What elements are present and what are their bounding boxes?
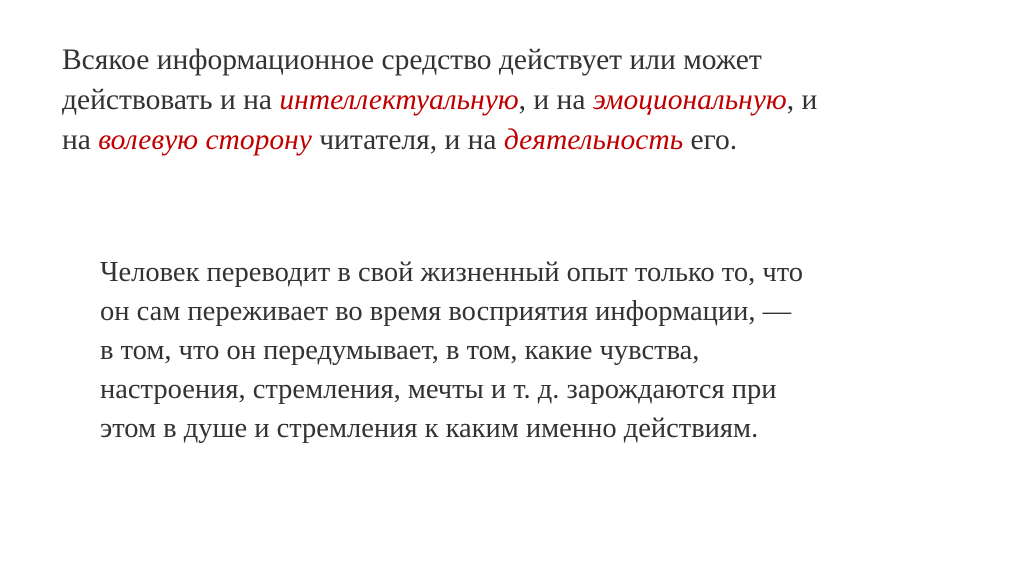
intro-line-2: [62, 80, 982, 120]
intro-line-2-text-a: действовать и на: [62, 84, 280, 116]
intro-line-3-text-a: на: [62, 124, 99, 156]
intro-line-2-text-b: , и на: [518, 84, 593, 116]
intro-line-1: Всякое информационное средство действует или может: [62, 44, 762, 76]
quote-line-1: Человек переводит в свой жизненный опыт только то, что: [100, 257, 804, 288]
quote-paragraph: [100, 253, 980, 448]
highlight-volitional: волевую сторону: [98, 124, 312, 156]
intro-line-3-text-c: его.: [683, 124, 738, 156]
intro-paragraph: [62, 40, 982, 160]
intro-line-2-text-c: , и: [786, 84, 818, 116]
highlight-intellectual: интеллектуальную: [279, 84, 519, 116]
quote-line-2: он сам переживает во время восприятия информации, —: [100, 296, 792, 327]
quote-line-5: этом в душе и стремления к каким именно действиям.: [100, 413, 759, 444]
highlight-emotional: эмоциональную: [592, 84, 787, 116]
intro-line-3: [62, 120, 982, 160]
intro-line-3-text-b: читателя, и на: [311, 124, 504, 156]
highlight-activity: деятельность: [503, 124, 684, 156]
quote-line-3: в том, что он передумывает, в том, какие чувства,: [100, 335, 700, 366]
quote-line-4: настроения, стремления, мечты и т. д. зарождаются при: [100, 374, 777, 405]
